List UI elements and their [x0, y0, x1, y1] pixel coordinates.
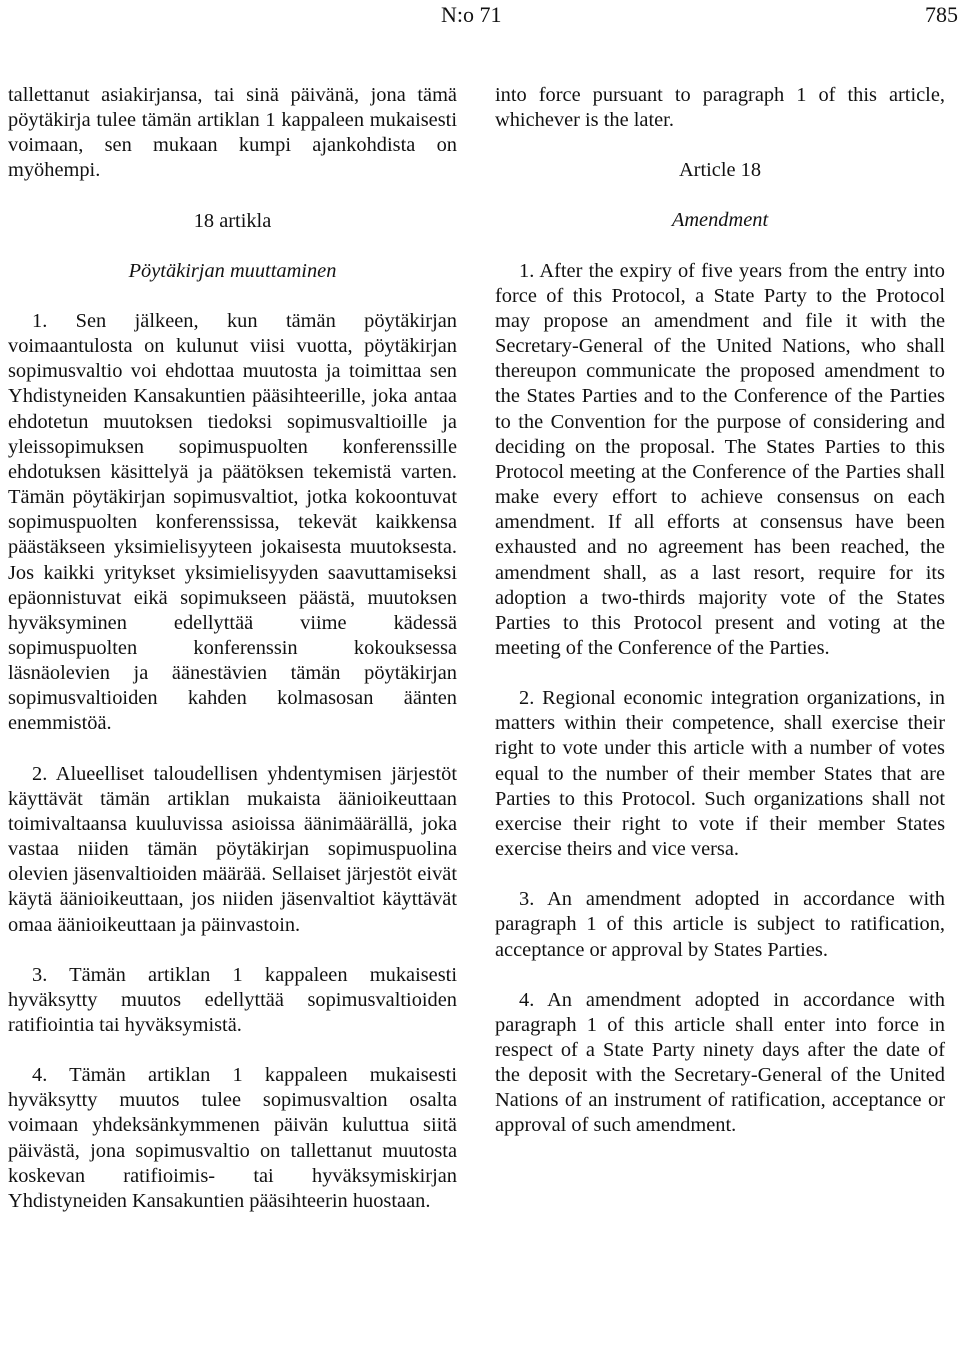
english-paragraph-3: 3. An amendment adopted in accordance with paragraph 1 of this article is subject to ratification, acceptance or approval by States Parties.: [495, 888, 945, 961]
english-paragraph-4: 4. An amendment adopted in accordance with paragraph 1 of this article shall enter into force in respect of a State Party ninety days after the date of the deposit with the Secretary-General of the United Nations of an instrument of ratification, acceptance or approval of such amendment.: [495, 988, 945, 1137]
english-article-title: Article 18: [678, 159, 762, 182]
finnish-article-subtitle: Pöytäkirjan muuttaminen: [128, 259, 337, 282]
finnish-article-title: 18 artikla: [193, 209, 272, 232]
finnish-paragraph-2: 2. Alueelliset taloudellisen yhdentymisen järjestöt käyttävät tämän artiklan mukaista äänioikeuttaan toimivaltaansa kuuluvissa asioissa äänimäärällä, joka vastaa niiden tämän pöytäkirjan sopimuspuolina olevien jäsenvaltioiden määrää. Sellaiset järjestöt eivät käytä äänioikeuttaan, jos niiden jäsenvaltiot käyttävät omaa äänioikeuttaan ja päinvastoin.: [8, 762, 457, 936]
page-header: [0, 0, 960, 30]
finnish-column: [8, 83, 457, 1214]
english-paragraph-1: 1. After the expiry of five years from the entry into force of this Protocol, a State Party to the Protocol may propose an amendment and file it with the Secretary-General of the United Nations, who shall thereupon communicate the proposed amendment to the States Parties and to the Conference of the Parties to the Convention for the purpose of considering and deciding on the proposal. The States Parties to this Protocol meeting at the Conference of the Parties shall make every effort to achieve consensus on each amendment. If all efforts at consensus have been exhausted and no agreement has been reached, the amendment shall, as a last resort, require for its adoption a two-thirds majority vote of the States Parties to this Protocol present and voting at the meeting of the Conference of the Parties.: [495, 259, 945, 659]
finnish-lead-text: tallettanut asiakirjansa, tai sinä päivänä, jona tämä pöytäkirja tulee tämän artiklan 1 kappaleen mukaisesti voimaan, sen mukaan kumpi ajankohdista on myöhempi.: [8, 84, 457, 182]
page-number: 785: [925, 2, 958, 27]
english-article-subtitle: Amendment: [671, 209, 769, 232]
finnish-paragraph-1: 1. Sen jälkeen, kun tämän pöytäkirjan voimaantulosta on kulunut viisi vuotta, pöytäkirjan sopimusvaltio voi ehdottaa muutosta ja toimittaa sen Yhdistyneiden Kansakuntien pääsihteerille, joka antaa ehdotetun muutoksen tiedoksi sopimusvaltioille ja yleissopimuksen sopimuspuolten konferenssille ehdotuksen käsittelyä ja päätöksen tekemistä varten. Tämän pöytäkirjan sopimusvaltiot, jotka kokoontuvat sopimuspuolten konferenssissa, tekevät kaikkensa päästäkseen yksimielisyyteen jokaisesta muutoksesta. Jos kaikki yritykset yksimielisyyden saavuttamiseksi epäonnistuvat eikä sopimukseen päästä, muutoksen hyväksyminen edellyttää viime kädessä sopimuspuolten konferenssin kokouksessa läsnäolevien ja äänestävien tämän pöytäkirjan sopimusvaltioiden kahden kolmasosan äänten enemmistöä.: [8, 309, 457, 735]
finnish-paragraph-4: 4. Tämän artiklan 1 kappaleen mukaisesti hyväksytty muutos tulee sopimusvaltion osalta voimaan yhdeksänkymmenen päivän kuluttua siitä päivästä, jona sopimusvaltio on tallettanut muutosta koskevan ratifioimis- tai hyväksymiskirjan Yhdistyneiden Kansakuntien pääsihteerin huostaan.: [8, 1064, 457, 1212]
english-lead-text: into force pursuant to paragraph 1 of this article, whichever is the later.: [495, 84, 945, 132]
finnish-paragraph-3: 3. Tämän artiklan 1 kappaleen mukaisesti hyväksytty muutos edellyttää sopimusvaltioiden ratifiointia tai hyväksymistä.: [8, 963, 457, 1036]
issue-number: N:o 71: [441, 2, 502, 27]
english-column: [495, 83, 945, 1139]
english-paragraph-2: 2. Regional economic integration organizations, in matters within their competence, shall exercise their right to vote under this article with a number of votes equal to the number of their member States that are Parties to this Protocol. Such organizations shall not exercise their right to vote if their member States exercise theirs and vice versa.: [495, 687, 945, 861]
